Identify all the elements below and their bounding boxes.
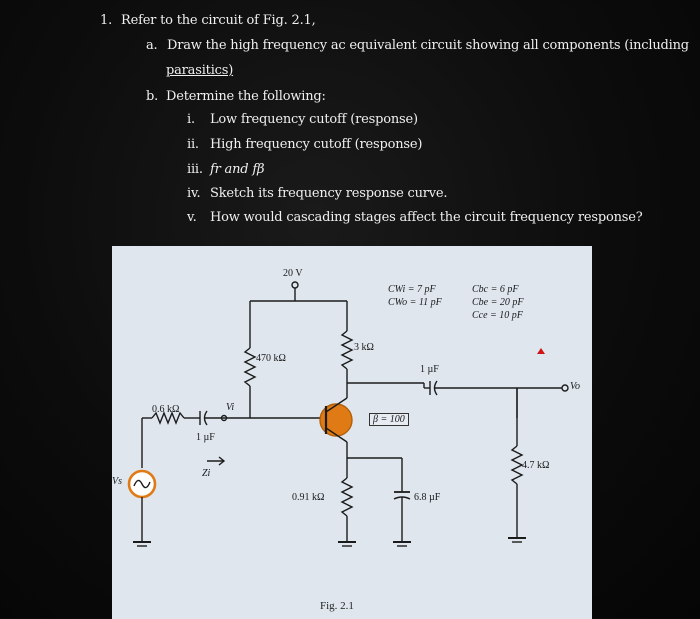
question-intro: Refer to the circuit of Fig. 2.1, [121, 13, 316, 28]
question-number: 1. [100, 13, 113, 28]
cap-ce-label: Cce = 10 pF [472, 310, 523, 321]
sub-item-label: iii. [187, 162, 203, 177]
sub-item-text: fr and fβ [210, 162, 265, 177]
figure-caption: Fig. 2.1 [320, 600, 354, 612]
supply-voltage-label: 20 V [283, 268, 303, 279]
sub-item-label: v. [187, 210, 197, 225]
part-a-text: Draw the high frequency ac equivalent circuit showing all components (including [167, 38, 689, 53]
zi-label: Zi [202, 468, 211, 479]
resistor-source-label: 0.6 kΩ [152, 404, 180, 415]
cap-in-label: 1 µF [196, 432, 215, 443]
vo-label: Vo [570, 381, 580, 392]
resistor-load [512, 446, 522, 484]
sub-item-text: Low frequency cutoff (response) [210, 112, 418, 127]
resistor-emitter [342, 478, 352, 516]
cap-emitter-label: 6.8 µF [414, 492, 441, 503]
cap-wi-label: CWi = 7 pF [388, 284, 436, 295]
part-b-label: b. [146, 89, 159, 104]
sub-item-label: iv. [187, 186, 201, 201]
sub-item-text: High frequency cutoff (response) [210, 137, 423, 152]
part-a-text-continued: parasitics) [166, 63, 234, 78]
resistor-470k [245, 348, 255, 386]
resistor-3k [342, 331, 352, 369]
circuit-diagram [112, 246, 592, 619]
resistor-3k-label: 3 kΩ [354, 342, 374, 353]
part-a-label: a. [146, 38, 158, 53]
vs-label: Vs [112, 476, 122, 487]
sub-item-text: How would cascading stages affect the circuit frequency response? [210, 210, 643, 225]
sub-item-label: i. [187, 112, 195, 127]
sub-item-label: ii. [187, 137, 199, 152]
output-terminal [562, 385, 568, 391]
beta-label: β = 100 [369, 413, 409, 426]
cap-bc-label: Cbc = 6 pF [472, 284, 519, 295]
sub-item-text: Sketch its frequency response curve. [210, 186, 448, 201]
cap-out-label: 1 µF [420, 364, 439, 375]
part-b-text: Determine the following: [166, 89, 326, 104]
resistor-emitter-label: 0.91 kΩ [292, 492, 325, 503]
cap-wo-label: CWo = 11 pF [388, 297, 442, 308]
resistor-470k-label: 470 kΩ [256, 353, 286, 364]
vi-label: Vi [226, 402, 235, 413]
cap-be-label: Cbe = 20 pF [472, 297, 524, 308]
transistor-bjt [320, 404, 352, 436]
resistor-load-label: 4.7 kΩ [522, 460, 550, 471]
supply-terminal [292, 282, 298, 288]
